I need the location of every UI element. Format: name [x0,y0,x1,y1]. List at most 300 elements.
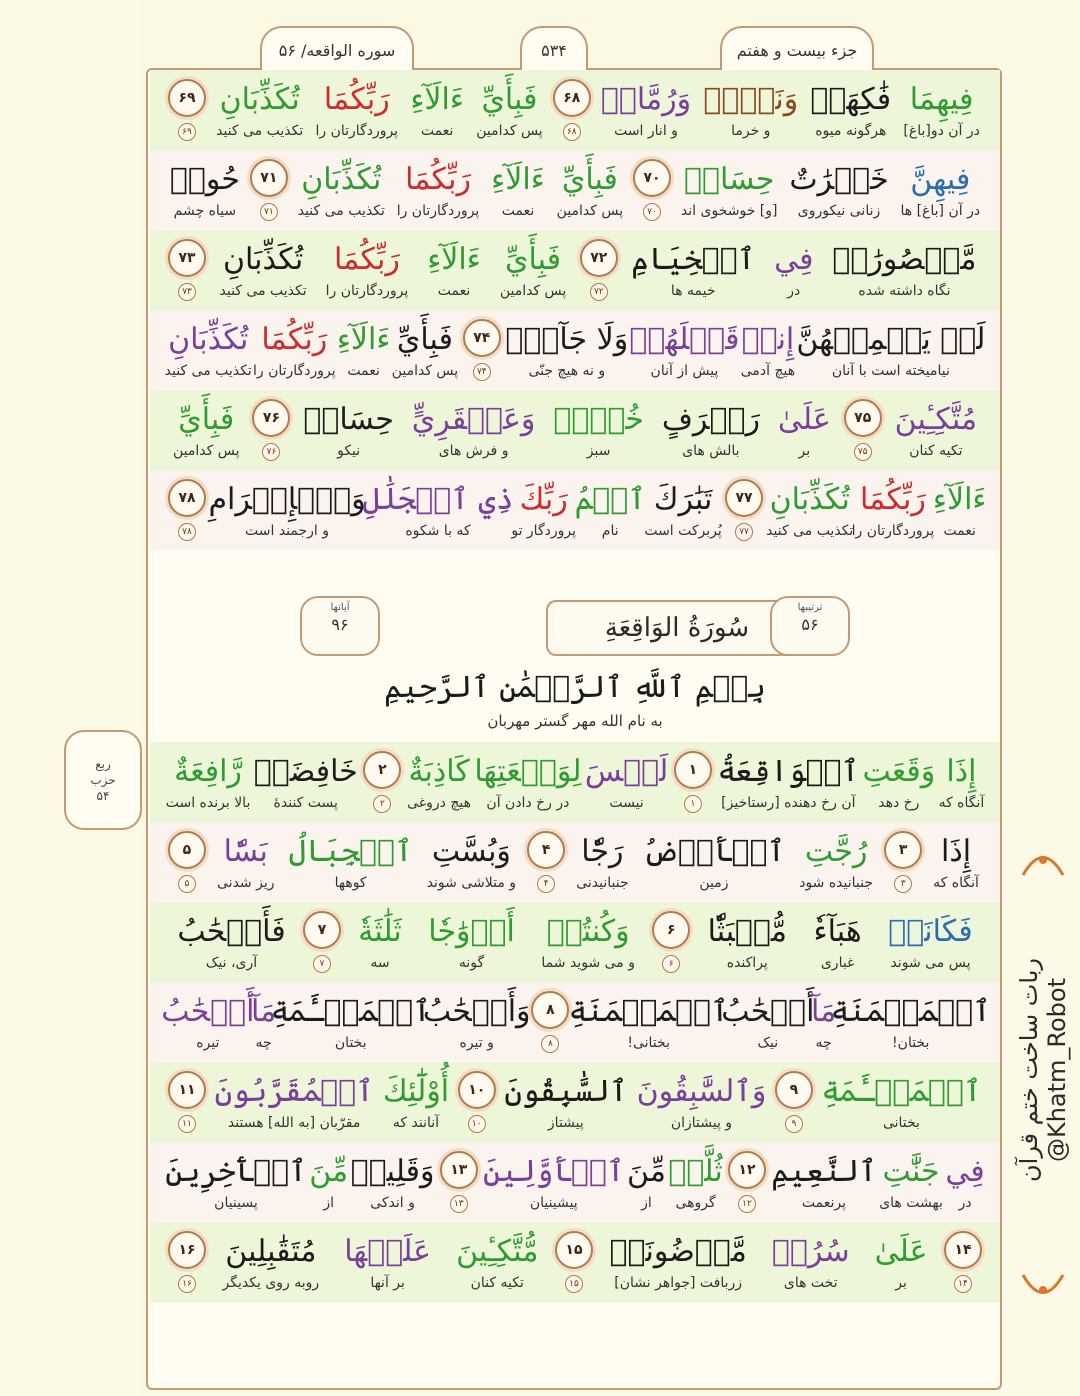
ayah-number-mini: ۳ [894,875,912,893]
arabic-word: عَلَيۡهَا [344,1234,432,1269]
persian-translation: نعمت [437,283,471,299]
arabic-word: خَيۡرَٰتٌ [789,162,889,197]
word-cell [716,742,861,822]
word-cell [897,70,986,150]
arabic-word: وَبُسَّتِ [431,834,511,869]
word-cell [622,230,765,310]
word-cell [583,742,670,822]
persian-translation: هرگونه میوه [815,123,887,139]
persian-translation: در آن [باغ] ها [900,203,981,219]
persian-translation: در رخ دادن آن [486,795,570,811]
ayah-number-marker: ۷۱ [250,159,288,197]
word-cell [332,1222,444,1302]
word-cell [862,1222,940,1302]
ayah-number-cell [549,70,595,150]
ayah-number-mini: ۷۱ [260,203,278,221]
ayah-number-mini: ۶۹ [178,123,196,141]
arabic-word: أَصۡحَٰبُ [721,994,815,1029]
juz-label: جزء بیست و هفتم [736,40,858,60]
word-cell [252,742,359,822]
word-cell [378,1062,454,1142]
word-cell [210,822,282,902]
word-cell [645,470,721,550]
arabic-word: خَافِضَةٞ [253,754,358,789]
word-cell [420,822,524,902]
word-cell [500,1062,632,1142]
ayah-number-cell [648,902,694,982]
persian-translation: مقرّبان [به الله] هستند [227,1115,361,1131]
arabic-word: رَبِّكُمَا [261,322,328,357]
persian-translation: ریز شدنی [217,875,275,891]
word-cell [575,470,645,550]
arabic-word: رَبِّكُمَا [323,82,390,117]
arabic-word: وَٱلسَّٰبِقُونَ [636,1074,767,1109]
arabic-word: ٱلۡأٓخِرِينَ [165,1154,307,1189]
arabic-word: حِسَانٞ [683,162,775,197]
ayah-number-mini: ۶ [662,955,680,973]
persian-translation: [و] خوشخوی اند [680,203,778,219]
arabic-word: تُكَذِّبَانِ [168,322,249,357]
ayah-number-marker: ۷۰ [633,159,671,197]
persian-translation: سه [370,955,390,971]
arabic-word: رَفۡرَفٍ [661,402,760,437]
persian-translation: نعمت [943,523,976,539]
persian-translation: نعمت [420,123,454,139]
verse-rows-bottom [150,742,1000,1302]
word-cell [721,982,815,1062]
ornament-bottom-icon [1018,1270,1068,1310]
word-cell [403,390,545,470]
word-cell [528,902,648,982]
persian-translation: و متلاشی شوند [426,875,517,891]
word-cell [629,310,740,390]
ayah-number-cell [164,822,210,902]
persian-translation: چه [255,1035,272,1051]
persian-translation: هیچ آدمی [740,363,796,379]
verse-row [150,150,1000,230]
ayah-number-marker: ۵ [168,831,206,869]
ayah-number-cell [246,150,292,230]
word-cell [473,742,584,822]
ayah-number-cell [164,1062,210,1142]
persian-translation: که با شکوه [405,523,471,539]
word-cell [164,310,252,390]
ayah-number-cell [523,822,569,902]
arabic-word: ذِي ٱلۡجَلَٰلِ [362,482,514,517]
ayah-number-marker: ۷۴ [463,319,501,357]
word-cell [653,390,769,470]
arabic-word: فَبِأَيِّ [396,322,453,357]
arabic-word: جَنَّٰتِ [882,1154,940,1189]
ayah-number-marker: ۷۶ [252,399,290,437]
arabic-word: ثُلَّةٞ [668,1154,723,1189]
word-cell [164,742,252,822]
persian-translation: پروردگارتان را [252,363,336,379]
ayah-number-cell [771,1062,817,1142]
persian-translation: بالا برنده است [165,795,251,811]
ayah-number-mini: ۷ [313,955,331,973]
persian-translation: پُربرکت است [644,523,722,539]
persian-translation: و انار است [614,123,678,139]
ayah-number-marker: ۸ [531,991,569,1029]
arabic-word: أُوْلَٰٓئِكَ [382,1074,450,1109]
arabic-word: مَآ [810,994,837,1029]
persian-translation: آن رخ دهنده [رستاخیز] [721,795,856,811]
ayah-number-marker: ۱۶ [168,1231,206,1269]
arabic-word: تُكَذِّبَانِ [219,82,300,117]
arabic-word: فِيهِمَا [909,82,974,117]
word-cell [937,742,986,822]
arabic-word: فَٰكِهَةٞ [810,82,892,117]
ayah-number-mini: ۵ [178,875,196,893]
ayah-number-marker: ۷۳ [168,239,206,277]
ayah-number-marker: ۷۷ [725,479,763,517]
arabic-word: وَقَلِيلٞ [350,1154,435,1189]
arabic-word: مَآ [250,994,277,1029]
verse-row [150,390,1000,470]
persian-translation: نیکو [337,443,361,459]
arabic-word: ءَالَآءِ [427,242,481,277]
arabic-word: بَسّٗا [223,834,268,869]
arabic-word: مِّنَ [626,1154,666,1189]
arabic-word: تُكَذِّبَانِ [222,242,304,277]
arabic-word: ٱلسَّٰبِقُونَ [504,1074,628,1109]
persian-translation: پراکنده [726,955,768,971]
verse-row [150,982,1000,1062]
arabic-word: تُكَذِّبَانِ [301,162,382,197]
arabic-word: ءَالَآءِ [410,82,464,117]
arabic-word: فَبِأَيِّ [178,402,235,437]
ayah-number-cell [164,230,210,310]
word-cell [210,70,309,150]
word-cell [164,1142,308,1222]
persian-translation: پروردگارتان را [396,203,480,219]
word-cell [823,230,986,310]
ayah-number-cell [248,390,294,470]
persian-translation: تکذیب می کنید [164,363,252,379]
word-cell [544,390,652,470]
word-cell [632,1062,771,1142]
arabic-word: تَبَٰرَكَ [653,482,713,517]
word-cell [309,70,404,150]
word-cell [490,230,575,310]
ayah-number-cell [551,1222,597,1302]
ornament-top-icon [1018,840,1068,880]
persian-translation: خیمه ها [670,283,716,299]
persian-translation: گروهی [675,1195,716,1211]
word-cell [767,470,852,550]
persian-translation: زربافت [جواهر نشان] [614,1275,743,1291]
word-cell [694,902,800,982]
ayah-number-marker: ۱۲ [728,1151,766,1189]
word-cell [769,390,840,470]
ayah-number-cell [721,470,767,550]
word-cell [770,1142,878,1222]
word-cell [569,822,636,902]
verse-row [150,822,1000,902]
ayah-number-marker: ۷۵ [844,399,882,437]
ayah-number-cell [164,70,210,150]
persian-translation: تکیه کنان [909,443,963,459]
persian-translation: پس کدامین [476,123,543,139]
persian-translation: جنبانیده شود [799,875,874,891]
persian-translation: پروردگار تو [511,523,576,539]
arabic-word: إِذَا [941,834,972,869]
persian-translation: بختان! [892,1035,930,1051]
persian-translation: بر [798,443,811,459]
verse-row [150,1142,1000,1222]
word-cell [308,1142,349,1222]
word-cell [697,70,804,150]
word-cell [444,1222,551,1302]
persian-translation: روبه روی یکدیگر [222,1275,320,1291]
arabic-word: وَنَخۡلٞ [703,82,799,117]
persian-translation: و می شوید شما [541,955,635,971]
verse-row [150,902,1000,982]
word-cell [800,902,875,982]
ayah-number-cell [527,982,573,1062]
arabic-word: ٱلۡأَرۡضُ [642,834,786,869]
word-cell [804,70,897,150]
arabic-word: تُكَذِّبَانِ [769,482,850,517]
watermark-title: ربات ساخت ختم قرآن [1015,958,1044,1182]
arabic-word: عَلَىٰ [874,1234,928,1269]
arabic-word: مُتَقَٰبِلِينَ [225,1234,317,1269]
verse-count-value: ۹۶ [331,615,349,634]
word-cell [415,902,528,982]
ayah-number-cell [164,470,210,550]
persian-translation: بختان [334,1035,367,1051]
word-cell [391,150,485,230]
persian-translation: چه [815,1035,832,1051]
persian-translation: تکذیب می کنید [297,203,385,219]
arabic-word: وَٱلۡإِكۡرَامِ [208,482,366,517]
hizb-label: حزب [90,773,116,787]
ayah-number-cell [359,742,405,822]
ayah-number-mini: ۱ [684,795,702,813]
word-cell [336,310,391,390]
arabic-word: فِي [774,242,814,277]
ayah-number-mini: ۶۸ [563,123,581,141]
persian-translation: در [787,283,801,299]
arabic-word: فَبِأَيِّ [561,162,618,197]
word-cell [210,1222,332,1302]
arabic-word: فِي [945,1154,985,1189]
persian-translation: تکذیب می کنید [766,523,854,539]
arabic-word: لَمۡ يَطۡمِثۡهُنَّ [796,322,986,357]
arabic-word: ٱلۡمَيۡمَنَةِ [830,994,991,1029]
ayah-number-mini: ۱۳ [450,1195,468,1213]
arabic-word: رَبِّكُمَا [333,242,400,277]
bismillah: بِسۡمِ ٱللَّهِ ٱلرَّحۡمَٰنِ ٱلرَّحِيمِ [384,670,766,705]
persian-translation: رخ دهد [878,795,920,811]
word-cell [568,982,729,1062]
ayah-number-cell [436,1142,482,1222]
hizb-marker [64,730,142,830]
persian-translation: پیشینیان [529,1195,578,1211]
arabic-word: رُجَّتِ [804,834,868,869]
ayah-number-mini: ۱۴ [954,1275,972,1293]
persian-translation: گونه [458,955,485,971]
arabic-word: كَاذِبَةٌ [408,754,470,789]
arabic-word: ءَالَآءِ [491,162,545,197]
persian-translation: پیش از آنان [650,363,719,379]
word-cell [878,1142,944,1222]
word-cell [252,310,336,390]
arabic-word: رَبِّكُمَا [405,162,471,197]
arabic-word: رَبِّكُمَا [859,482,926,517]
surah-order-value: ۵۶ [801,615,819,634]
persian-translation: پیشتاز [547,1115,584,1131]
verse-row [150,230,1000,310]
word-cell [944,1142,986,1222]
word-cell [595,70,697,150]
ayah-number-cell [454,1062,500,1142]
persian-translation: هیچ دروغی [407,795,471,811]
surah-order-badge [770,596,850,656]
arabic-word: ٱلۡمَيۡمَنَةِ [568,994,729,1029]
arabic-word: رَبِّكَ [519,482,568,517]
page-number-tab [520,26,588,72]
ayah-number-cell [164,1222,210,1302]
word-cell [391,310,459,390]
surah-title: سُورَةُ الوَاقِعَةِ [546,600,808,656]
persian-translation: و پیشتازان [670,1115,733,1131]
ayah-number-cell [299,902,345,982]
persian-translation: پست کنندهٔ [273,795,338,811]
ayah-number-marker: ۱۵ [555,1231,593,1269]
persian-translation: پس کدامین [391,363,459,379]
ayah-number-mini: ۱۱ [178,1115,196,1133]
arabic-word: أَزۡوَٰجٗا [428,914,515,949]
ayah-number-marker: ۱ [674,751,712,789]
persian-translation: پس کدامین [499,283,567,299]
persian-translation: تیره [196,1035,220,1051]
verse-row [150,1222,1000,1302]
arabic-word: ٱلۡمُقَرَّبُونَ [214,1074,374,1109]
verse-row [150,70,1000,150]
persian-translation: پس می شوند [890,955,971,971]
surah-reference: سوره الواقعه/ ۵۶ [278,40,396,60]
watermark [1015,880,1072,1260]
arabic-word: مُتَّكِـِٔينَ [894,402,978,437]
word-cell [210,230,316,310]
word-cell [485,150,550,230]
ayah-number-mini: ۱۰ [468,1115,486,1133]
verse-row [150,742,1000,822]
persian-translation: نیک [757,1035,779,1051]
ayah-number-cell [724,1142,770,1222]
persian-translation: پروردگارتان را [315,123,399,139]
ayah-number-marker: ۹ [775,1071,813,1109]
word-cell [404,70,470,150]
word-cell [164,902,299,982]
persian-translation: پروردگارتان را [851,523,935,539]
ayah-number-marker: ۳ [884,831,922,869]
arabic-word: مُّنۢبَثّٗا [707,914,787,949]
arabic-word: وَرُمَّانٞ [600,82,692,117]
word-cell [345,902,415,982]
ayah-number-marker: ۶۸ [553,79,591,117]
word-cell [895,150,986,230]
word-cell [667,1142,724,1222]
arabic-word: رَّافِعَةٌ [174,754,242,789]
persian-translation: بختانی [882,1115,920,1131]
ayah-number-mini: ۷۴ [473,363,491,381]
ayah-number-marker: ۷ [303,911,341,949]
word-cell [636,822,792,902]
ayah-number-mini: ۷۷ [735,523,753,541]
persian-translation: غباری [820,955,855,971]
ayah-number-marker: ۶ [652,911,690,949]
arabic-word: مِّنَ [309,1154,349,1189]
persian-translation: نام [601,523,619,539]
arabic-word: حِسَانٖ [303,402,394,437]
word-cell [292,150,391,230]
word-cell [783,150,894,230]
arabic-word: ٱسۡمُ [574,482,646,517]
watermark-handle: @Khatm_Robot [1043,977,1072,1163]
word-cell [164,150,246,230]
arabic-word: فَبِأَيِّ [481,82,538,117]
persian-translation: از [323,1195,334,1211]
persian-translation: جنبانیدنی [576,875,629,891]
word-cell [505,310,629,390]
persian-translation: بهشت های [879,1195,943,1211]
word-cell [482,1142,626,1222]
ayah-number-cell [880,822,926,902]
bismillah-translation: به نام الله مهر گستر مهربان [487,712,663,730]
word-cell [597,1222,759,1302]
persian-translation: آری، نیک [205,955,258,971]
arabic-word: ثَلَٰثَةٗ [358,914,402,949]
arabic-word: عَلَىٰ [777,402,831,437]
arabic-word: لِوَقۡعَتِهَا [474,754,582,789]
arabic-word: ٱلۡوَاقِعَةُ [717,754,860,789]
persian-translation: آنگاه که [938,795,985,811]
word-cell [861,742,937,822]
persian-translation: نعمت [347,363,380,379]
verse-row [150,310,1000,390]
arabic-word: ٱلنَّعِيمِ [771,1154,877,1189]
persian-translation: بر آنها [370,1275,405,1291]
surah-header [150,582,1000,662]
arabic-word: لَيۡسَ [584,754,669,789]
arabic-word: فِيهِنَّ [910,162,971,197]
word-cell [830,982,991,1062]
hizb-number: ۵۴ [96,789,110,803]
arabic-word: فَبِأَيِّ [505,242,562,277]
arabic-word: حُورٞ [169,162,240,197]
ayah-number-mini: ۷۰ [643,203,661,221]
word-cell [675,150,783,230]
persian-translation: پس کدامین [173,443,240,459]
word-cell [270,982,431,1062]
arabic-word: قَبۡلَهُمۡ [629,322,740,357]
word-cell [817,1062,986,1142]
arabic-word: مَّوۡضُونَةٖ [609,1234,747,1269]
word-cell [626,1142,667,1222]
word-cell [852,470,933,550]
arabic-word: فَكَانَتۡ [888,914,973,949]
persian-translation: سبز [586,443,611,459]
arabic-word: ٱلۡأَوَّلِينَ [482,1154,625,1189]
word-cell [294,390,402,470]
persian-translation: آنگاه که [933,875,979,891]
persian-translation: پس کدامین [556,203,624,219]
word-cell [349,1142,435,1222]
arabic-word: مَّقۡصُورَٰتٞ [832,242,977,277]
